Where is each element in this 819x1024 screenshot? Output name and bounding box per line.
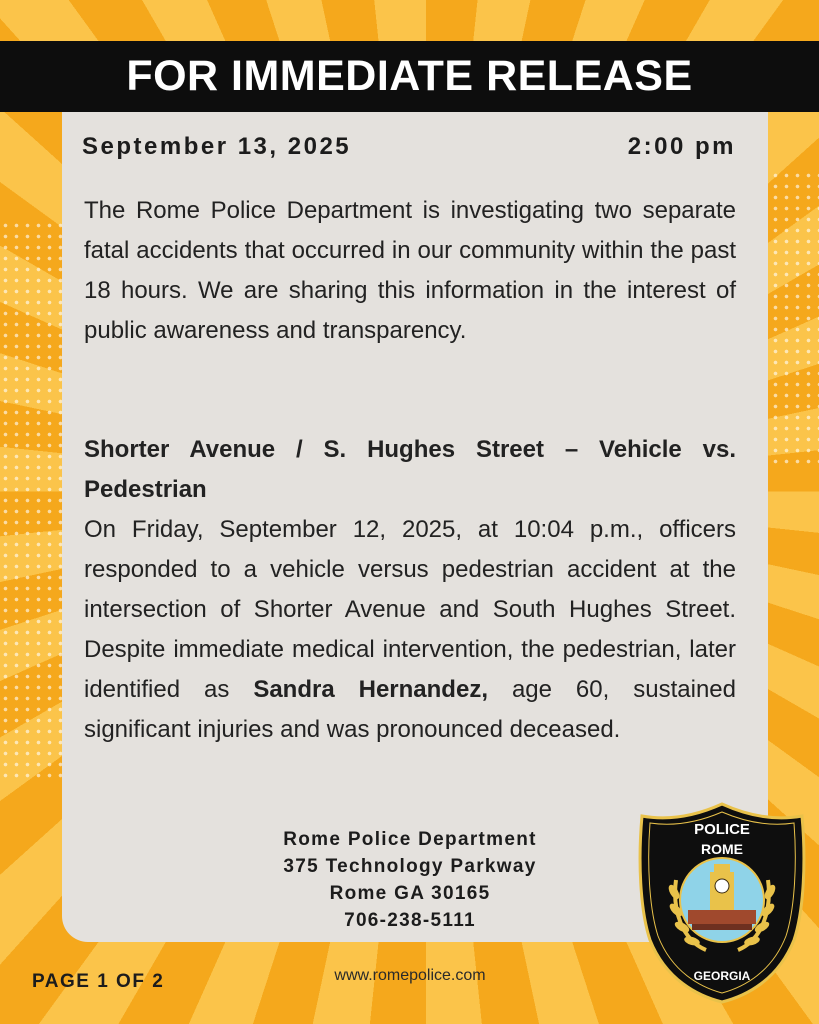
badge-state-text: GEORGIA <box>693 969 751 983</box>
contact-address: 375 Technology Parkway <box>283 856 537 877</box>
banner-title: FOR IMMEDIATE RELEASE <box>126 52 693 100</box>
dateline <box>82 133 736 161</box>
release-time: 2:00 pm <box>627 133 736 160</box>
release-banner <box>0 41 819 112</box>
police-badge-icon <box>636 800 808 1004</box>
contact-org: Rome Police Department <box>283 829 537 850</box>
section-body-part1: On Friday, September 12, 2025, at 10:04 p.m., officers responded to a vehicle versus pedestrian accident at the intersection of Shorter Avenue and South Hughes Street. Despite immediate medical intervention, the pedestrian, later identified as <box>84 516 736 703</box>
victim-name: Sandra Hernandez, <box>253 676 488 703</box>
contact-block <box>180 826 640 934</box>
dot-pattern-left <box>0 220 70 780</box>
website-link[interactable]: www.romepolice.com <box>334 967 486 984</box>
section-body <box>84 510 736 750</box>
dot-pattern-right <box>759 170 819 470</box>
badge-city-text: ROME <box>701 841 743 857</box>
page-indicator: PAGE 1 OF 2 <box>32 971 165 992</box>
intro-paragraph: The Rome Police Department is investigating two separate fatal accidents that occurred in our community within the past 18 hours. We are sharing this information in the interest of public awareness and transparency. <box>84 197 736 344</box>
release-date: September 13, 2025 <box>82 133 352 160</box>
section-heading: Shorter Avenue / S. Hughes Street – Vehicle vs. Pedestrian <box>84 436 736 503</box>
contact-city: Rome GA 30165 <box>329 883 491 904</box>
badge-police-text: POLICE <box>694 821 750 838</box>
section-body-part2: age 60, sustained significant injuries and was pronounced deceased. <box>84 676 736 743</box>
contact-phone: 706-238-5111 <box>344 910 476 931</box>
